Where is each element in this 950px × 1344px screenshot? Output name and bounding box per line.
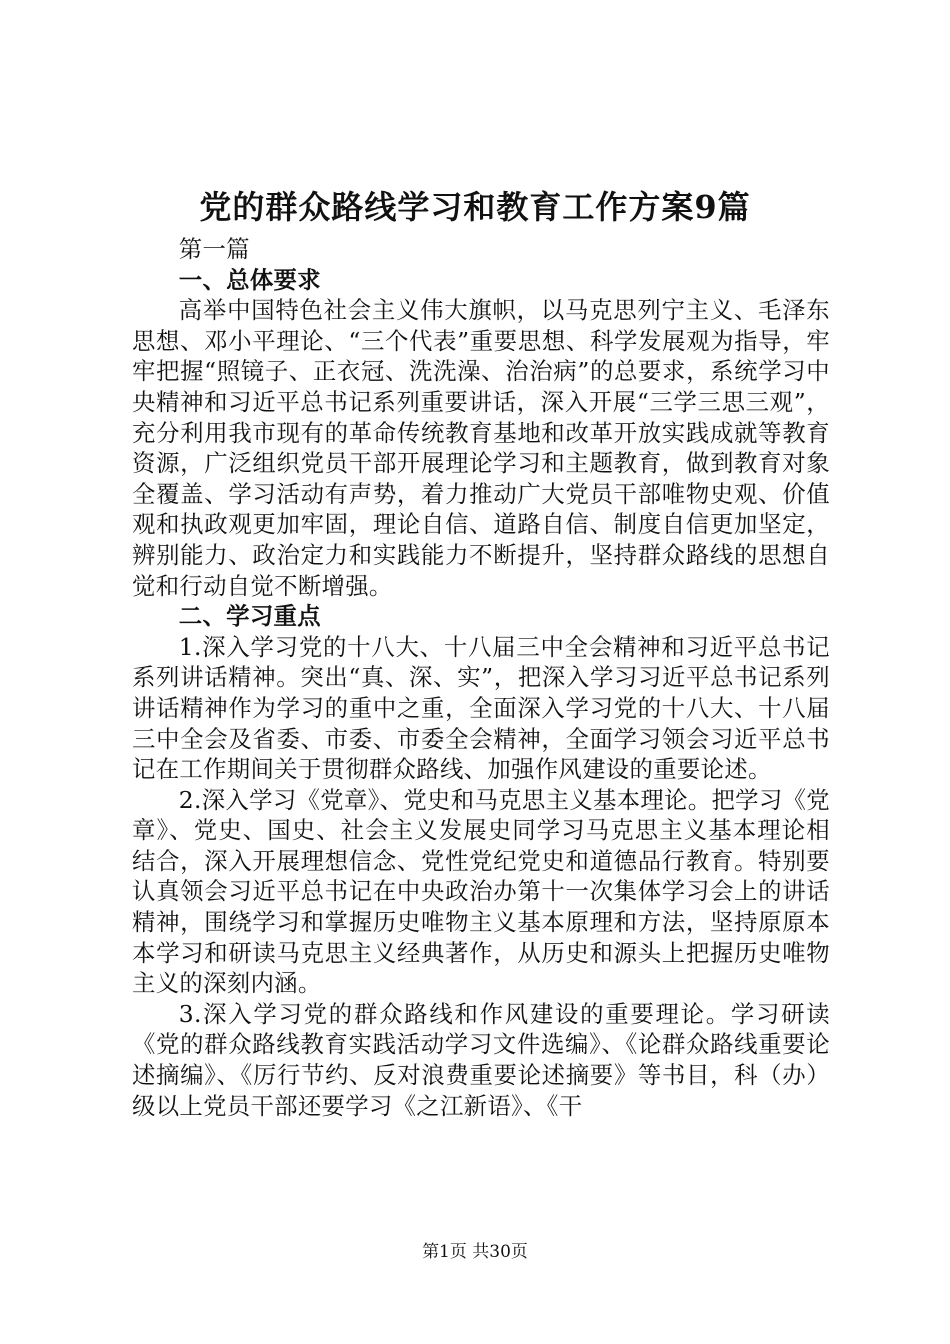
study-item-1: 1.深入学习党的十八大、十八届三中全会精神和习近平总书记系列讲话精神。突出“真、深、实”，把深入学习习近平总书记系列讲话精神作为学习的重中之重，全面深入学习党的十八大、十八届三中全会及省委、市委、市委全会精神，全面学习领会习近平总书记在工作期间关于贯彻群众路线、加强作风建设的重要论述。	[132, 632, 830, 784]
section-label: 第一篇	[178, 235, 250, 263]
page-footer: 第1页 共30页	[422, 1242, 528, 1262]
heading-general-requirements: 一、总体要求	[178, 265, 321, 294]
document-body	[132, 234, 830, 1121]
study-item-2: 2.深入学习《党章》、党史和马克思主义基本理论。把学习《党章》、党史、国史、社会主义发展史同学习马克思主义基本理论相结合，深入开展理想信念、党性党纪党史和道德品行教育。特别要认真领会习近平总书记在中央政治办第十一次集体学习会上的讲话精神，围绕学习和掌握历史唯物主义基本原理和方法，坚持原原本本学习和研读马克思主义经典著作，从历史和源头上把握历史唯物主义的深刻内涵。	[132, 785, 830, 998]
document-title: 党的群众路线学习和教育工作方案9篇	[199, 188, 751, 226]
heading-study-focus: 二、学习重点	[178, 602, 321, 631]
study-item-3: 3.深入学习党的群众路线和作风建设的重要理论。学习研读《党的群众路线教育实践活动学习文件选编》、《论群众路线重要论述摘编》、《厉行节约、反对浪费重要论述摘要》等书目，科（办）级以上党员干部还要学习《之江新语》、《干	[132, 999, 830, 1120]
paragraph-general-requirements: 高举中国特色社会主义伟大旗帜，以马克思列宁主义、毛泽东思想、邓小平理论、“三个代表”重要思想、科学发展观为指导，牢牢把握“照镜子、正衣冠、洗洗澡、治治病”的总要求，系统学习中央精神和习近平总书记系列重要讲话，深入开展“三学三思三观”，充分利用我市现有的革命传统教育基地和改革开放实践成就等教育资源，广泛组织党员干部开展理论学习和主题教育，做到教育对象全覆盖、学习活动有声势，着力推动广大党员干部唯物史观、价值观和执政观更加牢固，理论自信、道路自信、制度自信更加坚定，辨别能力、政治定力和实践能力不断提升，坚持群众路线的思想自觉和行动自觉不断增强。	[132, 296, 830, 600]
